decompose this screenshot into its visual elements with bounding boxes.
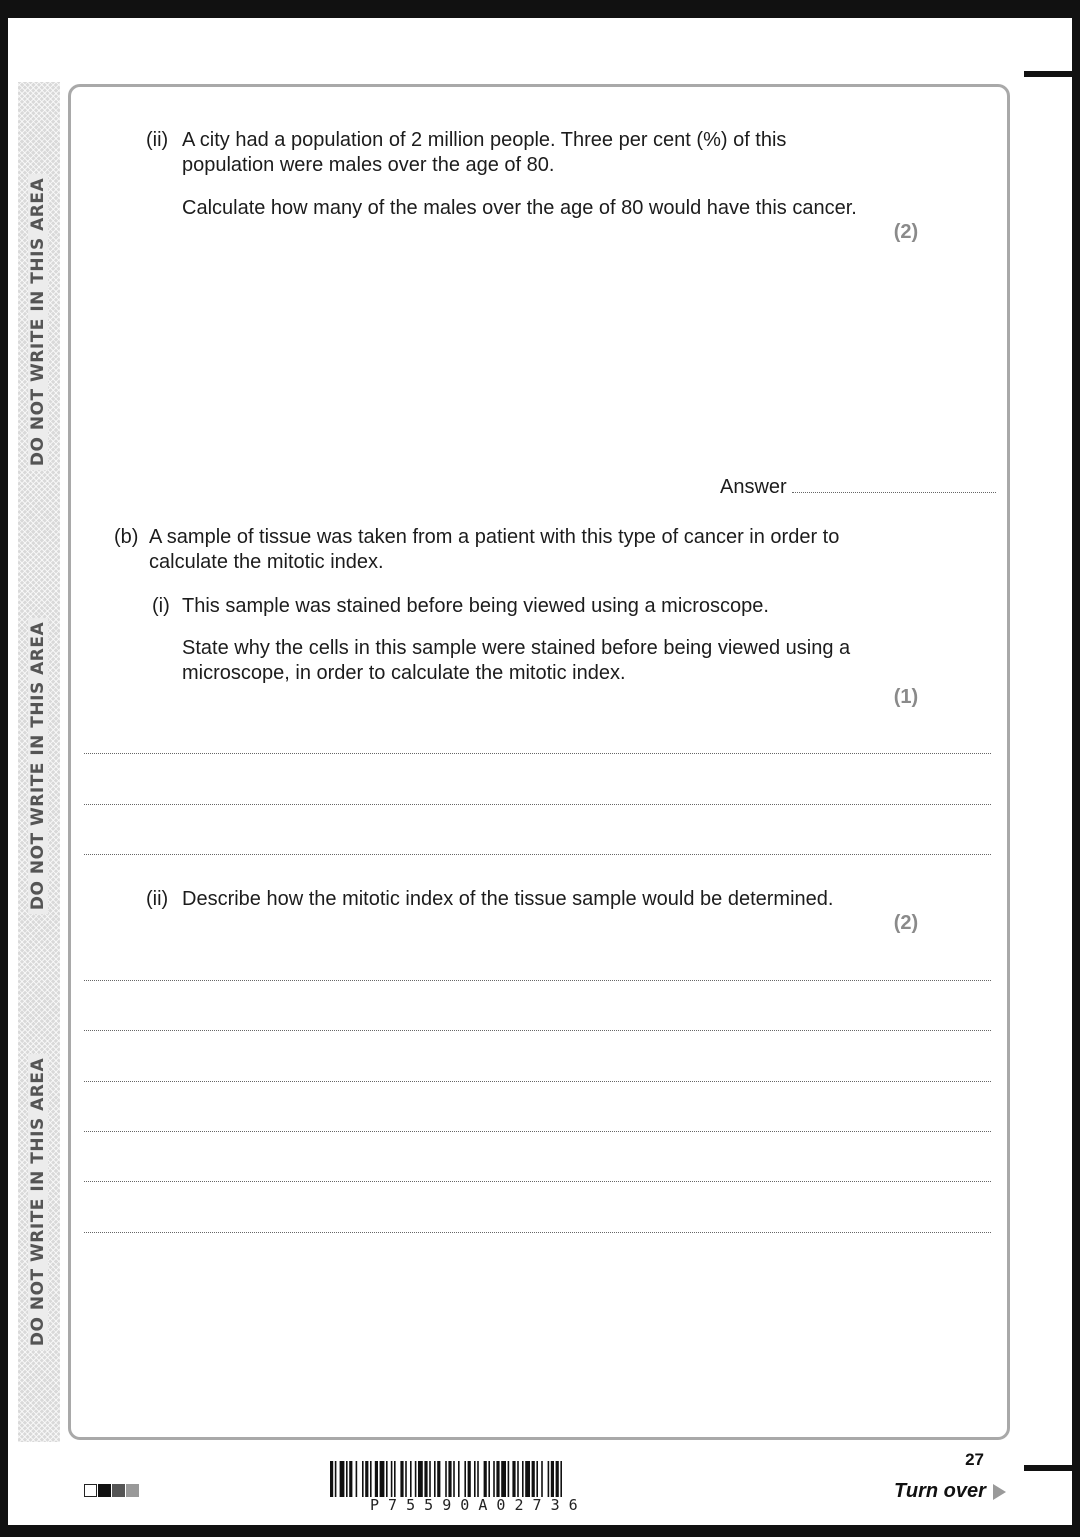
answer-line-b-ii-1[interactable] bbox=[84, 980, 991, 981]
question-panel bbox=[68, 84, 1010, 1440]
barcode-bar bbox=[335, 1461, 337, 1497]
barcode-bar bbox=[410, 1461, 412, 1497]
barcode-bar bbox=[429, 1461, 431, 1497]
marker-square-empty bbox=[84, 1484, 97, 1497]
barcode-bar bbox=[551, 1461, 554, 1497]
part-b-i-marks: (1) bbox=[893, 686, 919, 708]
barcode-bar bbox=[424, 1461, 427, 1497]
barcode-bar bbox=[362, 1461, 364, 1497]
barcode-bar bbox=[346, 1461, 348, 1497]
turn-over-arrow-icon bbox=[993, 1484, 1006, 1500]
barcode-bar bbox=[434, 1461, 436, 1497]
barcode-bar bbox=[522, 1461, 524, 1497]
part-a-ii-line2: population were males over the age of 80. bbox=[182, 154, 555, 176]
part-b-ii-label: (ii) bbox=[146, 888, 169, 910]
turn-over-label: Turn over bbox=[894, 1480, 986, 1502]
barcode-bar bbox=[488, 1461, 490, 1497]
page-marker-squares bbox=[84, 1484, 140, 1503]
registration-mark-top bbox=[1024, 71, 1072, 77]
part-b-i-line1: State why the cells in this sample were stained before being viewed using a bbox=[182, 637, 851, 659]
barcode-bar bbox=[437, 1461, 440, 1497]
barcode-bar bbox=[548, 1461, 550, 1497]
barcode-bar bbox=[418, 1461, 423, 1497]
margin-warning-bottom: DO NOT WRITE IN THIS AREA bbox=[28, 1054, 48, 1350]
barcode-bar bbox=[560, 1461, 562, 1497]
marker-square-black bbox=[98, 1484, 111, 1497]
part-b-line2: calculate the mitotic index. bbox=[149, 551, 384, 573]
barcode-bar bbox=[536, 1461, 538, 1497]
part-b-ii-marks: (2) bbox=[893, 912, 919, 934]
part-a-ii-marks: (2) bbox=[893, 221, 919, 243]
part-b-i-statement: This sample was stained before being viewed using a microscope. bbox=[182, 595, 769, 617]
barcode bbox=[330, 1461, 748, 1497]
barcode-bar bbox=[477, 1461, 479, 1497]
barcode-bar bbox=[340, 1461, 345, 1497]
barcode-bar bbox=[380, 1461, 385, 1497]
barcode-bar bbox=[330, 1461, 333, 1497]
barcode-bar bbox=[484, 1461, 487, 1497]
answer-label: Answer bbox=[720, 476, 787, 498]
barcode-bar bbox=[394, 1461, 396, 1497]
barcode-bar bbox=[458, 1461, 460, 1497]
answer-line[interactable] bbox=[792, 492, 996, 493]
part-b-ii-question: Describe how the mitotic index of the tissue sample would be determined. bbox=[182, 888, 834, 910]
registration-mark-bottom bbox=[1024, 1465, 1072, 1471]
barcode-bar bbox=[356, 1461, 358, 1497]
answer-line-b-i-1[interactable] bbox=[84, 753, 991, 754]
barcode-bar bbox=[349, 1461, 352, 1497]
barcode-bar bbox=[496, 1461, 499, 1497]
barcode-bar bbox=[400, 1461, 403, 1497]
answer-line-b-ii-6[interactable] bbox=[84, 1232, 991, 1233]
answer-line-b-ii-5[interactable] bbox=[84, 1181, 991, 1182]
barcode-bar bbox=[501, 1461, 506, 1497]
barcode-bar bbox=[508, 1461, 510, 1497]
barcode-bar bbox=[370, 1461, 372, 1497]
barcode-bar bbox=[448, 1461, 451, 1497]
answer-line-b-ii-3[interactable] bbox=[84, 1081, 991, 1082]
barcode-bar bbox=[541, 1461, 543, 1497]
barcode-bar bbox=[517, 1461, 519, 1497]
barcode-bar bbox=[474, 1461, 476, 1497]
part-a-ii-label: (ii) bbox=[146, 129, 169, 151]
answer-line-b-i-3[interactable] bbox=[84, 854, 991, 855]
part-b-i-line2: microscope, in order to calculate the mitotic index. bbox=[182, 662, 626, 684]
barcode-bar bbox=[386, 1461, 388, 1497]
answer-line-b-ii-2[interactable] bbox=[84, 1030, 991, 1031]
barcode-bar bbox=[493, 1461, 495, 1497]
barcode-bar bbox=[468, 1461, 471, 1497]
barcode-bar bbox=[391, 1461, 393, 1497]
barcode-bar bbox=[453, 1461, 455, 1497]
answer-line-b-ii-4[interactable] bbox=[84, 1131, 991, 1132]
page-number: 27 bbox=[965, 1450, 984, 1469]
part-b-i-label: (i) bbox=[152, 595, 170, 617]
answer-line-b-i-2[interactable] bbox=[84, 804, 991, 805]
barcode-bar bbox=[445, 1461, 447, 1497]
barcode-bar bbox=[512, 1461, 515, 1497]
barcode-bar bbox=[525, 1461, 530, 1497]
marker-square-grey bbox=[126, 1484, 139, 1497]
barcode-bar bbox=[532, 1461, 535, 1497]
barcode-bar bbox=[464, 1461, 466, 1497]
barcode-bar bbox=[405, 1461, 407, 1497]
part-b-label: (b) bbox=[114, 526, 139, 548]
part-a-ii-instruction: Calculate how many of the males over the age of 80 would have this cancer. bbox=[182, 197, 857, 219]
part-a-ii-line1: A city had a population of 2 million people. Three per cent (%) of this bbox=[182, 129, 787, 151]
barcode-bar bbox=[365, 1461, 368, 1497]
barcode-number: P 7 5 5 9 0 A 0 2 7 3 6 bbox=[370, 1496, 578, 1514]
margin-warning-middle: DO NOT WRITE IN THIS AREA bbox=[28, 618, 48, 914]
barcode-bar bbox=[375, 1461, 378, 1497]
marker-square-dark-grey bbox=[112, 1484, 125, 1497]
barcode-bar bbox=[415, 1461, 417, 1497]
margin-warning-top: DO NOT WRITE IN THIS AREA bbox=[28, 174, 48, 470]
part-b-line1: A sample of tissue was taken from a patient with this type of cancer in order to bbox=[149, 526, 840, 548]
barcode-bar bbox=[556, 1461, 559, 1497]
